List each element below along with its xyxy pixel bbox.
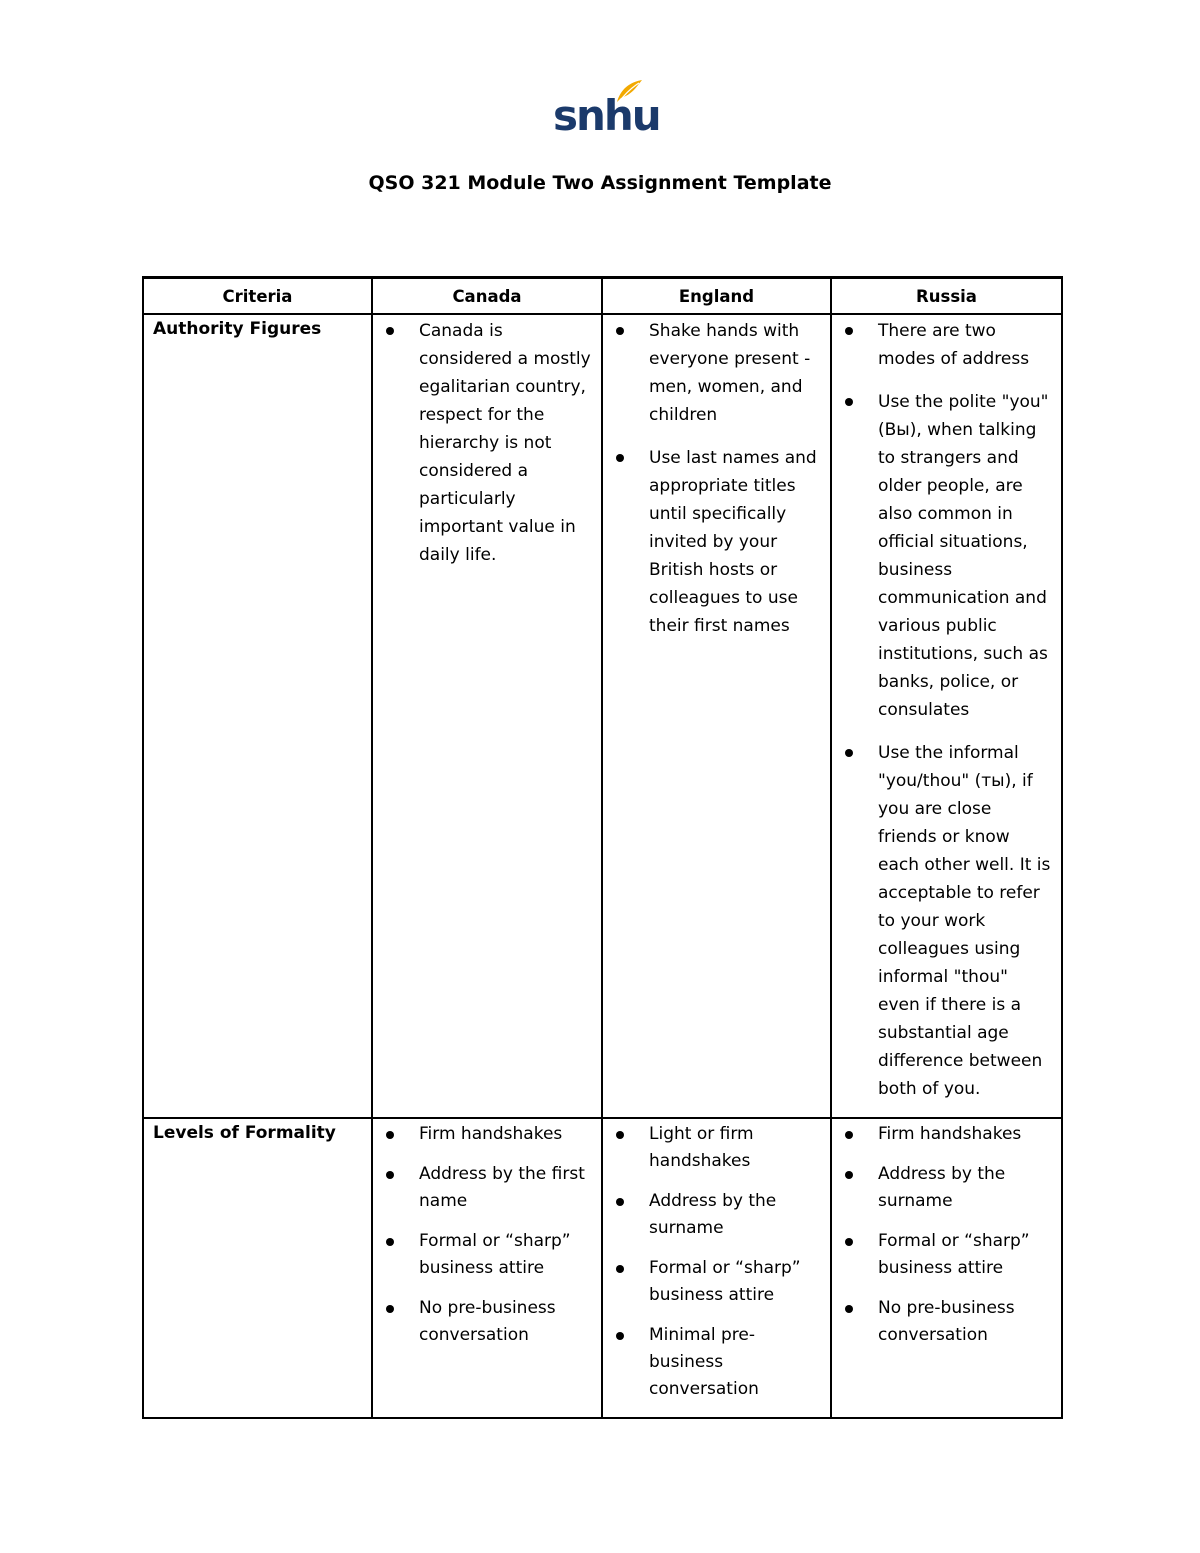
list-item: Firm handshakes [832, 1121, 1053, 1148]
header-russia: Russia [831, 278, 1062, 315]
list-item: Address by the first name [373, 1161, 593, 1215]
list-item: No pre-business conversation [373, 1295, 593, 1349]
canada-cell [372, 314, 602, 1118]
list-item: Formal or “sharp” business attire [832, 1228, 1053, 1282]
russia-cell [831, 314, 1062, 1118]
list-item: Shake hands with everyone present - men, women, and children [603, 317, 822, 429]
list-item: There are two modes of address [832, 317, 1053, 373]
list-item: Address by the surname [603, 1188, 822, 1242]
header-criteria: Criteria [143, 278, 372, 315]
list-item: Use the polite "you" (Вы), when talking to strangers and older people, are also common in official situations, business communication and various public institutions, such as banks, police, or consulates [832, 388, 1053, 724]
list-item: Light or firm handshakes [603, 1121, 822, 1175]
header-england: England [602, 278, 831, 315]
list-item: Minimal pre-business conversation [603, 1322, 822, 1403]
list-item: Canada is considered a mostly egalitarian country, respect for the hierarchy is not considered a particularly important value in daily life. [373, 317, 593, 569]
list-item: Firm handshakes [373, 1121, 593, 1148]
document-title: QSO 321 Module Two Assignment Template [368, 172, 832, 194]
criteria-cell: Authority Figures [143, 314, 372, 1118]
england-cell [602, 1118, 831, 1418]
england-cell [602, 314, 831, 1118]
table-row [143, 314, 1062, 1118]
comparison-table [142, 276, 1063, 1419]
list-item: Formal or “sharp” business attire [603, 1255, 822, 1309]
table-row [143, 1118, 1062, 1418]
list-item: Use the informal "you/thou" (ты), if you are close friends or know each other well. It is acceptable to refer to your work colleagues using informal "thou" even if there is a substantial age difference between both of you. [832, 739, 1053, 1103]
list-item: Formal or “sharp” business attire [373, 1228, 593, 1282]
criteria-cell: Levels of Formality [143, 1118, 372, 1418]
logo-wordmark: snhu [553, 91, 660, 140]
list-item: No pre-business conversation [832, 1295, 1053, 1349]
list-item: Address by the surname [832, 1161, 1053, 1215]
snhu-logo [553, 78, 660, 140]
header-row [143, 278, 1062, 315]
canada-cell [372, 1118, 602, 1418]
header-canada: Canada [372, 278, 602, 315]
russia-cell [831, 1118, 1062, 1418]
list-item: Use last names and appropriate titles until specifically invited by your British hosts or colleagues to use their first names [603, 444, 822, 640]
